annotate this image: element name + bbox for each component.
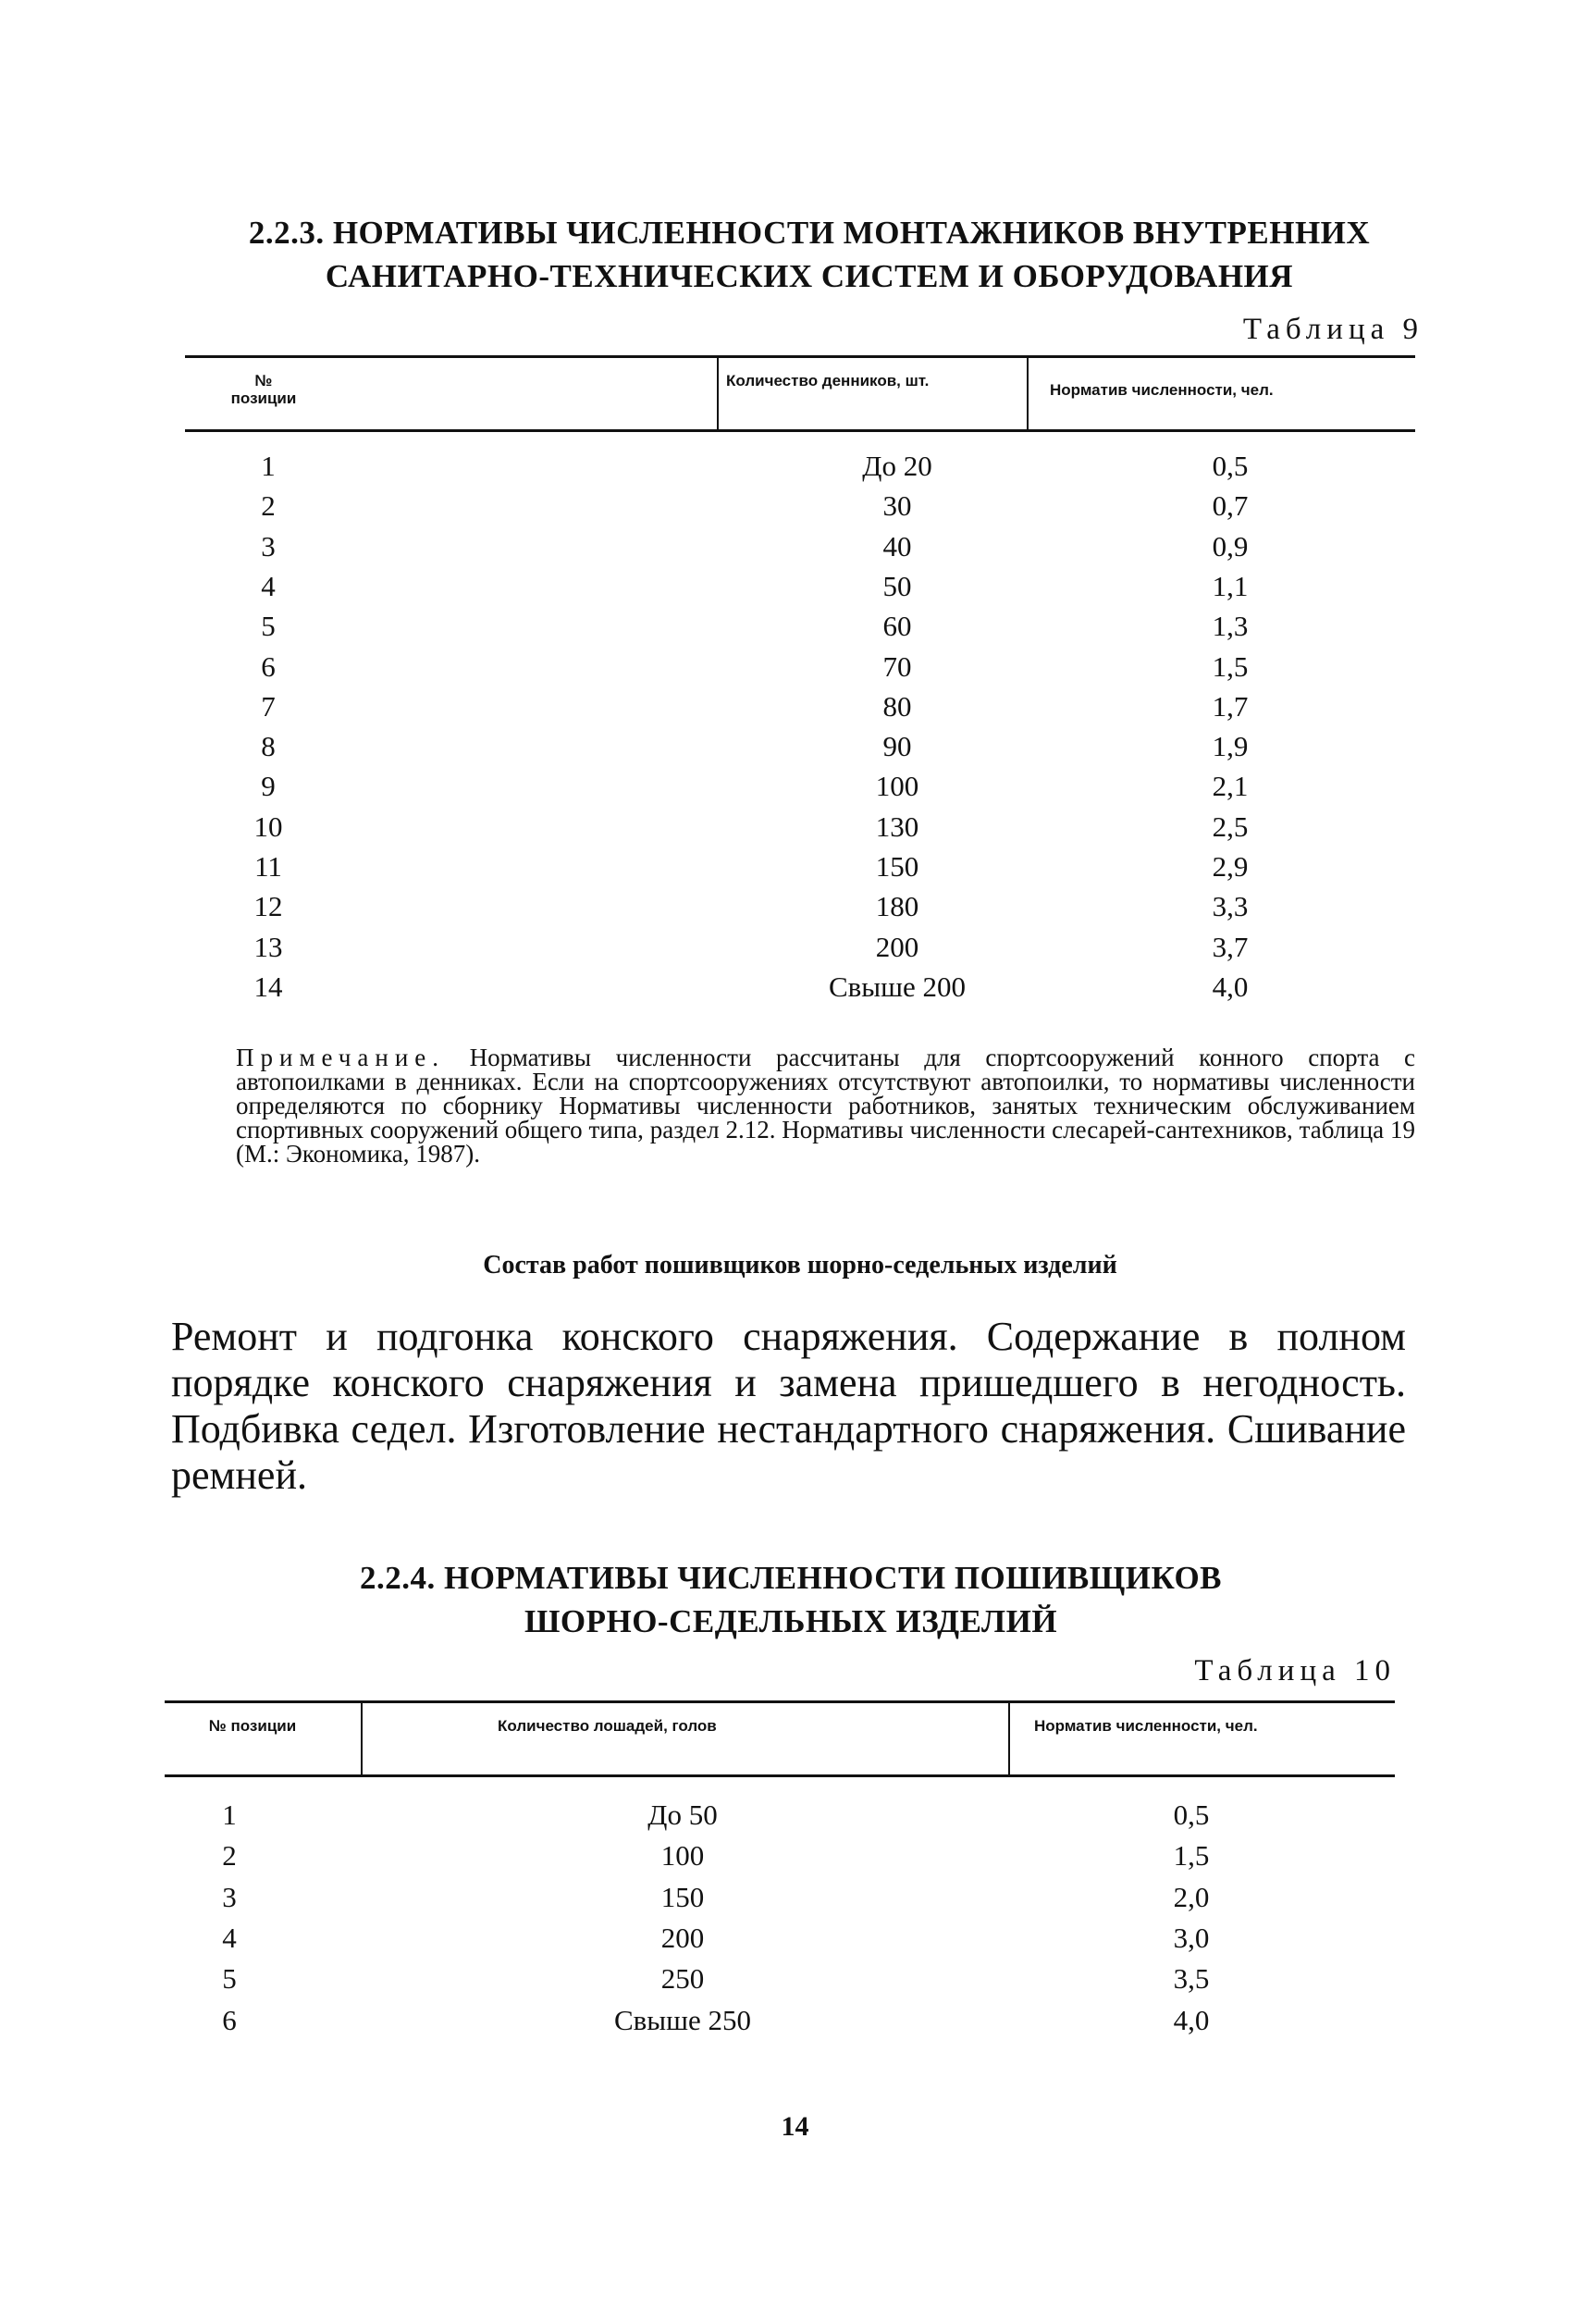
cell-norm: 1,5 (1173, 1839, 1210, 1873)
section-heading-line2: ШОРНО-СЕДЕЛЬНЫХ ИЗДЕЛИЙ (524, 1603, 1058, 1639)
cell-norm: 1,9 (1212, 730, 1249, 763)
cell-position: 12 (253, 890, 283, 923)
work-composition-text: Ремонт и подгонка конского снаряжения. Содержание в полном порядке конского снаряжения и замена пришедшего в негодность. Подбивка седел. Изготовление нестандартного снаряжения. Сшивание ремней. (171, 1314, 1406, 1498)
table-10 (165, 1700, 1395, 2052)
column-divider (717, 355, 719, 431)
cell-quantity: 250 (660, 1962, 705, 1996)
cell-norm: 0,5 (1212, 450, 1249, 482)
cell-quantity: 200 (660, 1921, 705, 1954)
cell-norm: 0,5 (1173, 1799, 1210, 1831)
section-heading-line2: САНИТАРНО-ТЕХНИЧЕСКИХ СИСТЕМ И ОБОРУДОВАНИЯ (325, 258, 1294, 294)
table-row (185, 807, 1415, 847)
header-norm: Норматив численности, чел. (1034, 1717, 1258, 1735)
table-row (185, 766, 1415, 806)
table-9-label: Таблица 9 (1242, 313, 1424, 346)
cell-norm: 1,7 (1212, 689, 1249, 723)
cell-quantity: 40 (882, 529, 912, 562)
table-row (185, 486, 1415, 525)
cell-position: 10 (253, 810, 283, 843)
cell-quantity: 90 (882, 730, 912, 763)
table-row (185, 566, 1415, 606)
cell-norm: 2,5 (1212, 810, 1249, 843)
cell-position: 1 (222, 1799, 237, 1831)
cell-position: 11 (254, 850, 282, 883)
cell-position: 5 (261, 610, 276, 643)
cell-quantity: 100 (875, 770, 919, 803)
cell-position: 3 (222, 1880, 237, 1913)
note-text: Нормативы численности рассчитаны для спортсооружений конного спорта с автопоилками в денниках. Если на спортсооружениях отсутствуют автопоилки, то нормативы численности определяются по сборнику Нормативы численности работников, занятых техническим обслуживанием спортивных сооружений общего типа, раздел 2.12. Нормативы численности слесарей-сантехников, таблица 19 (М.: Экономика, 1987). (236, 1044, 1416, 1168)
table-top-rule (165, 1700, 1395, 1703)
cell-norm: 3,7 (1212, 930, 1249, 963)
table-10-label: Таблица 10 (1194, 1654, 1396, 1687)
table-row (185, 927, 1415, 967)
page-number: 14 (781, 2111, 809, 2142)
cell-quantity: 130 (875, 810, 919, 843)
table-header-rule (165, 1774, 1395, 1777)
cell-norm: 0,9 (1212, 529, 1249, 562)
table-row (185, 847, 1415, 886)
cell-norm: 2,0 (1173, 1880, 1210, 1913)
table-row (165, 1959, 1395, 1998)
cell-position: 4 (261, 569, 276, 602)
cell-norm: 1,1 (1212, 569, 1249, 602)
cell-norm: 1,3 (1212, 610, 1249, 643)
cell-position: 4 (222, 1921, 237, 1954)
cell-quantity: Свыше 200 (828, 970, 967, 1003)
cell-norm: 3,5 (1173, 1962, 1210, 1996)
cell-position: 9 (261, 770, 276, 803)
cell-norm: 3,3 (1212, 890, 1249, 923)
cell-norm: 1,5 (1212, 649, 1249, 683)
note-label: Примечание. (236, 1044, 446, 1071)
table-row (185, 606, 1415, 646)
table-row (165, 1918, 1395, 1958)
cell-norm: 0,7 (1212, 489, 1249, 523)
cell-norm: 4,0 (1173, 2003, 1210, 2036)
table-row (185, 967, 1415, 1007)
table-header-rule (185, 429, 1415, 432)
table-row (185, 886, 1415, 926)
cell-quantity: 150 (875, 850, 919, 883)
section-heading-2-2-3 (199, 211, 1420, 298)
table-row (185, 686, 1415, 726)
column-divider (1027, 355, 1029, 431)
cell-position: 6 (222, 2003, 237, 2036)
table-row (165, 1877, 1395, 1917)
cell-quantity: До 50 (647, 1799, 718, 1831)
table-row (185, 526, 1415, 566)
cell-quantity: 150 (660, 1880, 705, 1913)
section-heading-line1: 2.2.4. НОРМАТИВЫ ЧИСЛЕННОСТИ ПОШИВЩИКОВ (359, 1560, 1223, 1596)
cell-quantity: 60 (882, 610, 912, 643)
table-note (236, 1045, 1415, 1166)
header-norm: Норматив численности, чел. (1050, 381, 1274, 399)
cell-position: 2 (261, 489, 276, 523)
section-heading-2-2-4 (305, 1556, 1276, 1643)
table-row (185, 446, 1415, 486)
cell-position: 2 (222, 1839, 237, 1873)
table-row (185, 647, 1415, 686)
cell-quantity: 30 (882, 489, 912, 523)
column-divider (1008, 1700, 1010, 1776)
work-composition-heading: Состав работ пошивщиков шорно-седельных изделий (483, 1251, 1117, 1279)
cell-quantity: Свыше 250 (613, 2003, 752, 2036)
header-quantity: Количество лошадей, голов (498, 1717, 717, 1735)
cell-quantity: 70 (882, 649, 912, 683)
header-position: № позиции (230, 372, 297, 407)
cell-quantity: 180 (875, 890, 919, 923)
cell-norm: 2,1 (1212, 770, 1249, 803)
cell-quantity: 100 (660, 1839, 705, 1873)
cell-position: 8 (261, 730, 276, 763)
cell-position: 1 (261, 450, 276, 482)
cell-quantity: 50 (882, 569, 912, 602)
header-quantity: Количество денников, шт. (726, 372, 930, 389)
header-position: № позиции (208, 1717, 297, 1735)
cell-norm: 4,0 (1212, 970, 1249, 1003)
cell-norm: 3,0 (1173, 1921, 1210, 1954)
cell-position: 3 (261, 529, 276, 562)
table-row (185, 726, 1415, 766)
table-top-rule (185, 355, 1415, 358)
section-heading-line1: 2.2.3. НОРМАТИВЫ ЧИСЛЕННОСТИ МОНТАЖНИКОВ ВНУТРЕННИХ (248, 215, 1371, 251)
table-row (165, 1795, 1395, 1835)
table-row (165, 1836, 1395, 1875)
cell-position: 13 (253, 930, 283, 963)
table-row (165, 2000, 1395, 2040)
cell-position: 6 (261, 649, 276, 683)
cell-quantity: До 20 (862, 450, 932, 482)
cell-position: 14 (253, 970, 283, 1003)
cell-quantity: 80 (882, 689, 912, 723)
column-divider (361, 1700, 363, 1776)
cell-position: 5 (222, 1962, 237, 1996)
table-9 (185, 355, 1415, 1021)
cell-position: 7 (261, 689, 276, 723)
cell-norm: 2,9 (1212, 850, 1249, 883)
cell-quantity: 200 (875, 930, 919, 963)
